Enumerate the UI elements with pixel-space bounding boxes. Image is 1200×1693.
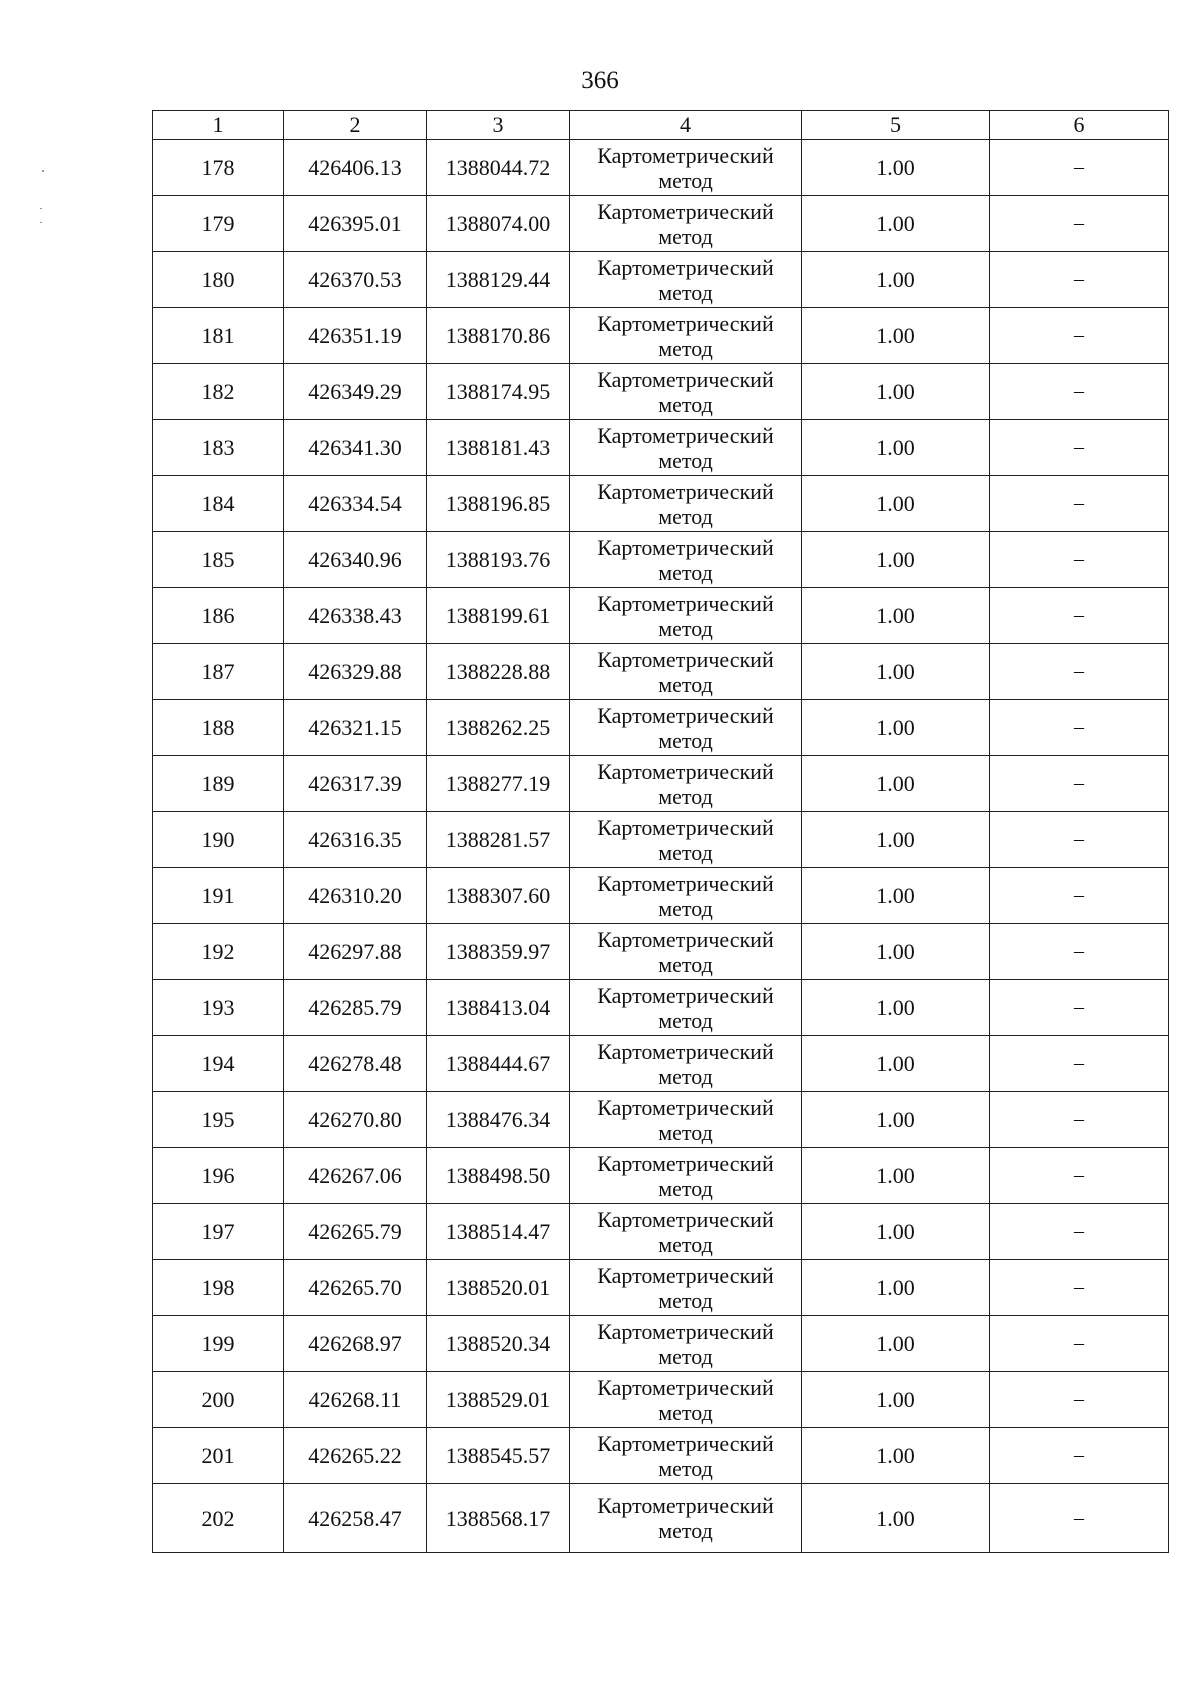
note-cell: –	[990, 532, 1169, 588]
x-coordinate-cell: 426258.47	[284, 1484, 427, 1553]
accuracy-cell: 1.00	[802, 924, 990, 980]
note-cell: –	[990, 476, 1169, 532]
point-number-cell: 185	[153, 532, 284, 588]
method-text: Картометрический	[597, 1150, 774, 1176]
method-text: метод	[658, 1063, 713, 1089]
table-row	[153, 812, 1169, 868]
y-coordinate-cell: 1388228.88	[427, 644, 570, 700]
point-number-cell: 200	[153, 1372, 284, 1428]
x-coordinate-cell: 426268.11	[284, 1372, 427, 1428]
method-cell	[570, 1372, 802, 1428]
table-row	[153, 588, 1169, 644]
y-coordinate-cell: 1388074.00	[427, 196, 570, 252]
table-row	[153, 1428, 1169, 1484]
method-text: Картометрический	[597, 1374, 774, 1400]
method-text: Картометрический	[597, 254, 774, 280]
x-coordinate-cell: 426265.79	[284, 1204, 427, 1260]
accuracy-cell: 1.00	[802, 588, 990, 644]
y-coordinate-cell: 1388476.34	[427, 1092, 570, 1148]
x-coordinate-cell: 426341.30	[284, 420, 427, 476]
method-text: Картометрический	[597, 1038, 774, 1064]
y-coordinate-cell: 1388520.34	[427, 1316, 570, 1372]
x-coordinate-cell: 426334.54	[284, 476, 427, 532]
accuracy-cell: 1.00	[802, 868, 990, 924]
point-number-cell: 202	[153, 1484, 284, 1553]
method-text: Картометрический	[597, 198, 774, 224]
x-coordinate-cell: 426370.53	[284, 252, 427, 308]
point-number-cell: 198	[153, 1260, 284, 1316]
accuracy-cell: 1.00	[802, 532, 990, 588]
x-coordinate-cell: 426285.79	[284, 980, 427, 1036]
method-text: метод	[658, 391, 713, 417]
table-row	[153, 308, 1169, 364]
method-cell	[570, 308, 802, 364]
note-cell: –	[990, 140, 1169, 196]
column-header: 3	[427, 111, 570, 140]
point-number-cell: 201	[153, 1428, 284, 1484]
x-coordinate-cell: 426316.35	[284, 812, 427, 868]
y-coordinate-cell: 1388307.60	[427, 868, 570, 924]
y-coordinate-cell: 1388174.95	[427, 364, 570, 420]
accuracy-cell: 1.00	[802, 756, 990, 812]
x-coordinate-cell: 426351.19	[284, 308, 427, 364]
x-coordinate-cell: 426321.15	[284, 700, 427, 756]
table-body	[153, 140, 1169, 1553]
x-coordinate-cell: 426270.80	[284, 1092, 427, 1148]
y-coordinate-cell: 1388514.47	[427, 1204, 570, 1260]
table-row	[153, 252, 1169, 308]
method-cell	[570, 924, 802, 980]
accuracy-cell: 1.00	[802, 420, 990, 476]
table-row	[153, 1036, 1169, 1092]
method-text: метод	[658, 223, 713, 249]
table-row	[153, 420, 1169, 476]
method-text: метод	[658, 671, 713, 697]
method-text: метод	[658, 1343, 713, 1369]
y-coordinate-cell: 1388181.43	[427, 420, 570, 476]
table-row	[153, 868, 1169, 924]
scan-speck	[42, 170, 44, 172]
x-coordinate-cell: 426267.06	[284, 1148, 427, 1204]
point-number-cell: 192	[153, 924, 284, 980]
table-row	[153, 532, 1169, 588]
method-cell	[570, 364, 802, 420]
method-text: метод	[658, 1175, 713, 1201]
note-cell: –	[990, 700, 1169, 756]
table-row	[153, 924, 1169, 980]
x-coordinate-cell: 426310.20	[284, 868, 427, 924]
method-text: Картометрический	[597, 1094, 774, 1120]
method-cell	[570, 588, 802, 644]
accuracy-cell: 1.00	[802, 1372, 990, 1428]
note-cell: –	[990, 1484, 1169, 1553]
table-row	[153, 700, 1169, 756]
accuracy-cell: 1.00	[802, 1036, 990, 1092]
accuracy-cell: 1.00	[802, 476, 990, 532]
y-coordinate-cell: 1388044.72	[427, 140, 570, 196]
note-cell: –	[990, 1204, 1169, 1260]
note-cell: –	[990, 644, 1169, 700]
accuracy-cell: 1.00	[802, 364, 990, 420]
point-number-cell: 179	[153, 196, 284, 252]
point-number-cell: 182	[153, 364, 284, 420]
note-cell: –	[990, 420, 1169, 476]
table-header-row	[153, 111, 1169, 140]
y-coordinate-cell: 1388193.76	[427, 532, 570, 588]
scan-speck	[40, 222, 42, 223]
method-cell	[570, 1204, 802, 1260]
point-number-cell: 187	[153, 644, 284, 700]
table-row	[153, 1204, 1169, 1260]
x-coordinate-cell: 426265.22	[284, 1428, 427, 1484]
method-text: метод	[658, 1399, 713, 1425]
method-text: Картометрический	[597, 702, 774, 728]
x-coordinate-cell: 426278.48	[284, 1036, 427, 1092]
column-header: 2	[284, 111, 427, 140]
method-cell	[570, 1428, 802, 1484]
point-number-cell: 183	[153, 420, 284, 476]
method-cell	[570, 252, 802, 308]
method-text: метод	[658, 615, 713, 641]
point-number-cell: 199	[153, 1316, 284, 1372]
method-text: Картометрический	[597, 1493, 774, 1518]
scan-speck	[40, 208, 42, 209]
accuracy-cell: 1.00	[802, 1204, 990, 1260]
method-cell	[570, 700, 802, 756]
method-text: Картометрический	[597, 814, 774, 840]
note-cell: –	[990, 196, 1169, 252]
table-row	[153, 1148, 1169, 1204]
column-header: 6	[990, 111, 1169, 140]
note-cell: –	[990, 924, 1169, 980]
point-number-cell: 196	[153, 1148, 284, 1204]
coordinates-table	[152, 110, 1169, 1553]
accuracy-cell: 1.00	[802, 308, 990, 364]
note-cell: –	[990, 1148, 1169, 1204]
note-cell: –	[990, 308, 1169, 364]
y-coordinate-cell: 1388196.85	[427, 476, 570, 532]
method-cell	[570, 140, 802, 196]
method-cell	[570, 644, 802, 700]
y-coordinate-cell: 1388281.57	[427, 812, 570, 868]
method-cell	[570, 1036, 802, 1092]
point-number-cell: 184	[153, 476, 284, 532]
y-coordinate-cell: 1388498.50	[427, 1148, 570, 1204]
note-cell: –	[990, 588, 1169, 644]
method-text: метод	[658, 1518, 713, 1543]
column-header: 5	[802, 111, 990, 140]
method-text: метод	[658, 783, 713, 809]
point-number-cell: 188	[153, 700, 284, 756]
accuracy-cell: 1.00	[802, 812, 990, 868]
accuracy-cell: 1.00	[802, 700, 990, 756]
note-cell: –	[990, 756, 1169, 812]
method-text: метод	[658, 447, 713, 473]
method-cell	[570, 476, 802, 532]
method-text: Картометрический	[597, 366, 774, 392]
point-number-cell: 178	[153, 140, 284, 196]
method-text: Картометрический	[597, 982, 774, 1008]
table-row	[153, 1372, 1169, 1428]
method-cell	[570, 420, 802, 476]
note-cell: –	[990, 364, 1169, 420]
note-cell: –	[990, 1316, 1169, 1372]
method-cell	[570, 1260, 802, 1316]
method-cell	[570, 532, 802, 588]
table-row	[153, 756, 1169, 812]
method-text: метод	[658, 503, 713, 529]
accuracy-cell: 1.00	[802, 644, 990, 700]
method-text: Картометрический	[597, 590, 774, 616]
x-coordinate-cell: 426317.39	[284, 756, 427, 812]
method-text: Картометрический	[597, 142, 774, 168]
method-text: Картометрический	[597, 1206, 774, 1232]
point-number-cell: 191	[153, 868, 284, 924]
x-coordinate-cell: 426265.70	[284, 1260, 427, 1316]
method-text: Картометрический	[597, 478, 774, 504]
point-number-cell: 189	[153, 756, 284, 812]
table-row	[153, 364, 1169, 420]
method-cell	[570, 1148, 802, 1204]
table-row	[153, 1316, 1169, 1372]
note-cell: –	[990, 1260, 1169, 1316]
method-text: метод	[658, 559, 713, 585]
table-row	[153, 476, 1169, 532]
table-row	[153, 1260, 1169, 1316]
method-cell	[570, 980, 802, 1036]
accuracy-cell: 1.00	[802, 252, 990, 308]
accuracy-cell: 1.00	[802, 1092, 990, 1148]
accuracy-cell: 1.00	[802, 196, 990, 252]
method-text: метод	[658, 167, 713, 193]
method-text: метод	[658, 1119, 713, 1145]
note-cell: –	[990, 1428, 1169, 1484]
method-text: метод	[658, 279, 713, 305]
method-cell	[570, 756, 802, 812]
accuracy-cell: 1.00	[802, 1260, 990, 1316]
x-coordinate-cell: 426329.88	[284, 644, 427, 700]
table-row	[153, 644, 1169, 700]
point-number-cell: 194	[153, 1036, 284, 1092]
note-cell: –	[990, 868, 1169, 924]
method-text: Картометрический	[597, 422, 774, 448]
x-coordinate-cell: 426340.96	[284, 532, 427, 588]
method-text: метод	[658, 895, 713, 921]
method-text: метод	[658, 335, 713, 361]
accuracy-cell: 1.00	[802, 980, 990, 1036]
y-coordinate-cell: 1388529.01	[427, 1372, 570, 1428]
method-text: Картометрический	[597, 758, 774, 784]
x-coordinate-cell: 426349.29	[284, 364, 427, 420]
method-text: Картометрический	[597, 1262, 774, 1288]
note-cell: –	[990, 980, 1169, 1036]
y-coordinate-cell: 1388277.19	[427, 756, 570, 812]
method-text: Картометрический	[597, 1318, 774, 1344]
point-number-cell: 193	[153, 980, 284, 1036]
method-text: метод	[658, 1287, 713, 1313]
point-number-cell: 190	[153, 812, 284, 868]
method-text: метод	[658, 839, 713, 865]
y-coordinate-cell: 1388262.25	[427, 700, 570, 756]
accuracy-cell: 1.00	[802, 1316, 990, 1372]
method-text: Картометрический	[597, 310, 774, 336]
y-coordinate-cell: 1388568.17	[427, 1484, 570, 1553]
y-coordinate-cell: 1388444.67	[427, 1036, 570, 1092]
method-text: метод	[658, 1231, 713, 1257]
method-text: Картометрический	[597, 926, 774, 952]
method-text: Картометрический	[597, 534, 774, 560]
point-number-cell: 195	[153, 1092, 284, 1148]
point-number-cell: 197	[153, 1204, 284, 1260]
note-cell: –	[990, 1372, 1169, 1428]
table-row	[153, 1092, 1169, 1148]
accuracy-cell: 1.00	[802, 140, 990, 196]
x-coordinate-cell: 426395.01	[284, 196, 427, 252]
accuracy-cell: 1.00	[802, 1484, 990, 1553]
method-text: Картометрический	[597, 646, 774, 672]
note-cell: –	[990, 252, 1169, 308]
y-coordinate-cell: 1388520.01	[427, 1260, 570, 1316]
accuracy-cell: 1.00	[802, 1148, 990, 1204]
y-coordinate-cell: 1388413.04	[427, 980, 570, 1036]
point-number-cell: 181	[153, 308, 284, 364]
method-text: метод	[658, 951, 713, 977]
column-header: 4	[570, 111, 802, 140]
y-coordinate-cell: 1388359.97	[427, 924, 570, 980]
x-coordinate-cell: 426268.97	[284, 1316, 427, 1372]
method-cell	[570, 1316, 802, 1372]
method-cell	[570, 812, 802, 868]
x-coordinate-cell: 426297.88	[284, 924, 427, 980]
y-coordinate-cell: 1388129.44	[427, 252, 570, 308]
method-text: метод	[658, 727, 713, 753]
y-coordinate-cell: 1388545.57	[427, 1428, 570, 1484]
accuracy-cell: 1.00	[802, 1428, 990, 1484]
point-number-cell: 186	[153, 588, 284, 644]
table-row	[153, 196, 1169, 252]
note-cell: –	[990, 812, 1169, 868]
table-row	[153, 1484, 1169, 1553]
method-text: Картометрический	[597, 1430, 774, 1456]
column-header: 1	[153, 111, 284, 140]
method-cell	[570, 1092, 802, 1148]
note-cell: –	[990, 1036, 1169, 1092]
x-coordinate-cell: 426338.43	[284, 588, 427, 644]
page-number: 366	[581, 67, 619, 94]
y-coordinate-cell: 1388170.86	[427, 308, 570, 364]
method-cell	[570, 1484, 802, 1553]
point-number-cell: 180	[153, 252, 284, 308]
y-coordinate-cell: 1388199.61	[427, 588, 570, 644]
table-row	[153, 140, 1169, 196]
method-text: Картометрический	[597, 870, 774, 896]
method-text: метод	[658, 1007, 713, 1033]
method-text: метод	[658, 1455, 713, 1481]
note-cell: –	[990, 1092, 1169, 1148]
x-coordinate-cell: 426406.13	[284, 140, 427, 196]
method-cell	[570, 196, 802, 252]
method-cell	[570, 868, 802, 924]
table-row	[153, 980, 1169, 1036]
